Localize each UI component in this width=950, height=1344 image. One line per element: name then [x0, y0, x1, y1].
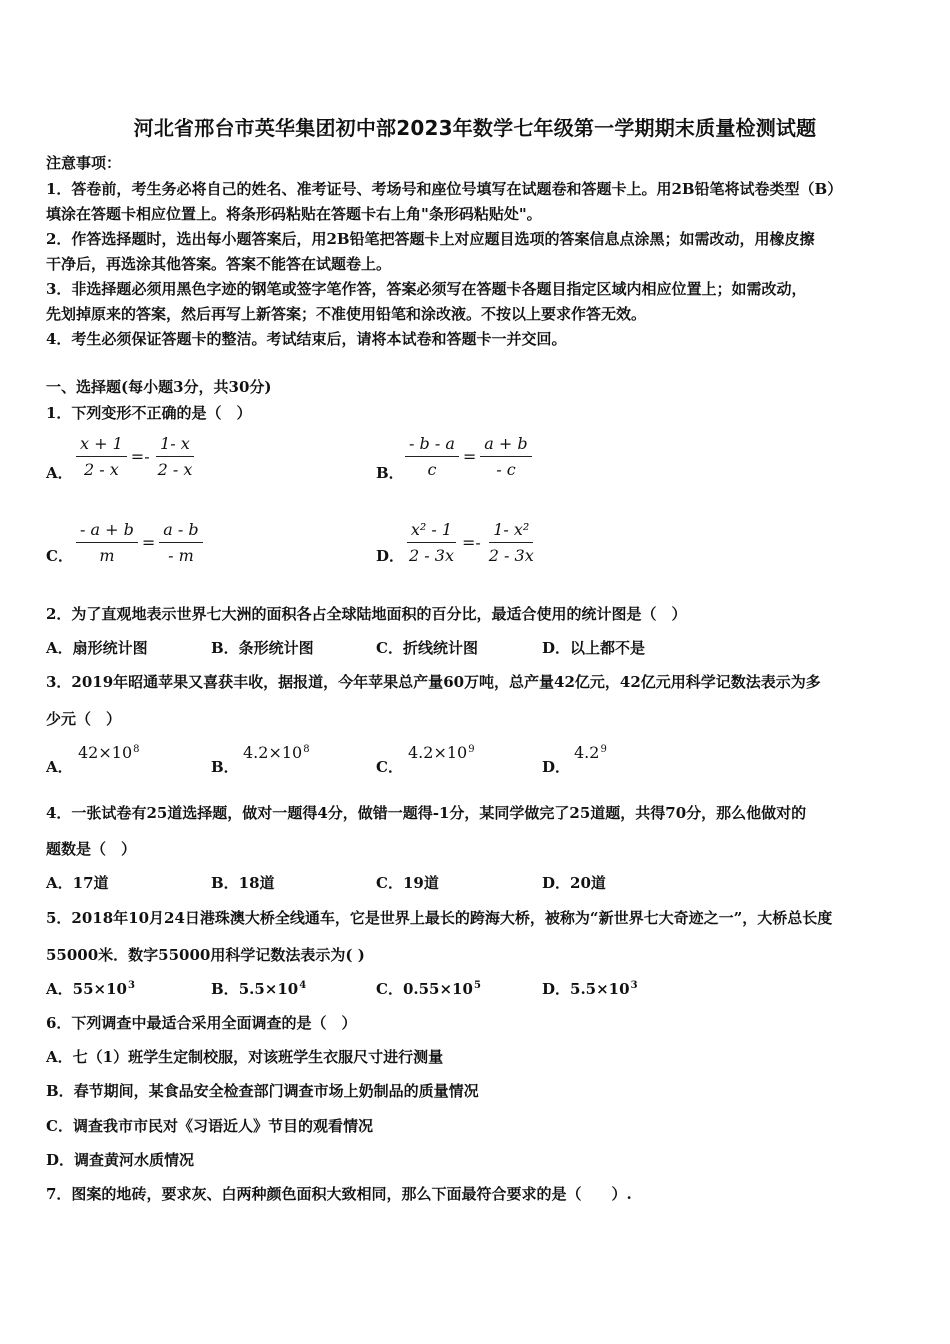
denominator: - c [496, 460, 516, 479]
question-2-stem: 2．为了直观地表示世界七大洲的面积各占全球陆地面积的百分比，最适合使用的统计图是（ ） [46, 605, 687, 623]
option-label: C． [376, 980, 403, 998]
denominator: 2 - 3x [488, 546, 534, 565]
notice-line: 2．作答选择题时，选出每小题答案后，用2B铅笔把答题卡上对应题目选项的答案信息点涂黑；如需改动，用橡皮擦 [46, 230, 815, 248]
notice-line: 填涂在答题卡相应位置上。将条形码粘贴在答题卡右上角"条形码粘贴处"。 [46, 205, 542, 223]
numerator: x² - 1 [407, 520, 456, 543]
q3-option-d-label: D． [542, 758, 571, 776]
exponent: 4 [299, 980, 307, 991]
question-6-stem: 6．下列调查中最适合采用全面调查的是（ ） [46, 1014, 357, 1032]
question-4-stem-cont: 题数是（ ） [46, 840, 137, 858]
base: 0.55×10 [402, 980, 473, 998]
q1-option-c-formula [74, 520, 205, 565]
q3-option-a-value [78, 743, 140, 762]
q1-option-d-formula [403, 520, 540, 565]
exponent: 9 [468, 744, 475, 755]
notice-line: 4．考生必须保证答题卡的整洁。考试结束后，请将本试卷和答题卡一并交回。 [46, 330, 567, 348]
operator: =- [461, 533, 481, 552]
option-label: B． [211, 980, 239, 998]
base: 42×10 [78, 743, 133, 762]
q2-option-a: A．扇形统计图 [46, 639, 148, 657]
q5-option-a [46, 978, 135, 999]
q4-option-a: A．17道 [46, 874, 109, 892]
base: 4.2 [574, 743, 600, 762]
operator: = [462, 447, 477, 466]
section-heading: 一、选择题(每小题3分，共30分) [46, 378, 272, 396]
question-7-stem: 7．图案的地砖，要求灰、白两种颜色面积大致相同，那么下面最符合要求的是（ ）. [46, 1185, 632, 1203]
q5-option-b [211, 978, 306, 999]
q1-option-d-label: D． [376, 547, 405, 565]
q1-option-b-formula [403, 434, 534, 479]
exponent: 8 [303, 744, 310, 755]
q3-option-b-value [243, 743, 310, 762]
q2-option-c: C．折线统计图 [376, 639, 478, 657]
base: 55×10 [72, 980, 127, 998]
q6-option-d: D．调查黄河水质情况 [46, 1151, 195, 1169]
numerator: 1- x [156, 434, 194, 457]
denominator: - m [168, 546, 194, 565]
q1-option-a-formula [74, 434, 198, 479]
q3-option-c-label: C． [376, 758, 403, 776]
exponent: 9 [600, 744, 607, 755]
denominator: 2 - x [84, 460, 119, 479]
numerator: a - b [159, 520, 202, 543]
base: 4.2×10 [243, 743, 303, 762]
exponent: 5 [473, 980, 481, 991]
numerator: - b - a [405, 434, 459, 457]
q3-option-b-label: B． [211, 758, 239, 776]
q6-option-b: B．春节期间，某食品安全检查部门调查市场上奶制品的质量情况 [46, 1082, 479, 1100]
page-title: 河北省邢台市英华集团初中部2023年数学七年级第一学期期末质量检测试题 [133, 116, 817, 140]
denominator: m [99, 546, 115, 565]
q5-option-d [542, 978, 638, 999]
q3-option-a-label: A． [46, 758, 73, 776]
exponent: 3 [630, 980, 638, 991]
q1-option-a-label: A． [46, 464, 73, 482]
question-3-stem-cont: 少元（ ） [46, 710, 122, 728]
question-5-stem: 5．2018年10月24日港珠澳大桥全线通车，它是世界上最长的跨海大桥，被称为“新世界七大奇迹之一”，大桥总长度 [46, 909, 833, 927]
denominator: 2 - 3x [409, 546, 454, 565]
question-3-stem: 3．2019年昭通苹果又喜获丰收，据报道，今年苹果总产量60万吨，总产量42亿元，42亿元用科学记数法表示为多 [46, 673, 821, 691]
operator: =- [130, 447, 150, 466]
exponent: 8 [133, 744, 140, 755]
q1-option-b-label: B． [376, 464, 404, 482]
base: 4.2×10 [408, 743, 468, 762]
base: 5.5×10 [570, 980, 630, 998]
notice-line: 先划掉原来的答案，然后再写上新答案；不准使用铅笔和涂改液。不按以上要求作答无效。 [46, 305, 647, 323]
numerator: x + 1 [76, 434, 127, 457]
denominator: c [427, 460, 437, 479]
q1-option-c-label: C． [46, 547, 73, 565]
q5-option-c [376, 978, 481, 999]
question-5-stem-cont: 55000米．数字55000用科学记数法表示为( ) [46, 946, 365, 964]
q4-option-c: C．19道 [376, 874, 439, 892]
q3-option-c-value [408, 743, 475, 762]
exponent: 3 [127, 980, 135, 991]
q6-option-c: C．调查我市市民对《习语近人》节目的观看情况 [46, 1117, 373, 1135]
question-4-stem: 4．一张试卷有25道选择题，做对一题得4分，做错一题得-1分，某同学做完了25道题，共得70分，那么他做对的 [46, 804, 807, 822]
notice-line: 干净后，再选涂其他答案。答案不能答在试题卷上。 [46, 255, 392, 273]
numerator: - a + b [76, 520, 138, 543]
operator: = [141, 533, 156, 552]
numerator: 1- x² [489, 520, 533, 543]
q6-option-a: A．七（1）班学生定制校服，对该班学生衣服尺寸进行测量 [46, 1048, 444, 1066]
option-label: A． [46, 980, 73, 998]
notice-heading: 注意事项： [46, 154, 122, 172]
numerator: a + b [480, 434, 531, 457]
q4-option-d: D．20道 [542, 874, 606, 892]
q4-option-b: B．18道 [211, 874, 275, 892]
option-label: D． [542, 980, 571, 998]
base: 5.5×10 [238, 980, 299, 998]
notice-line: 3．非选择题必须用黑色字迹的钢笔或签字笔作答，答案必须写在答题卡各题目指定区域内相应位置上；如需改动， [46, 280, 807, 298]
q3-option-d-value [574, 743, 607, 762]
notice-line: 1．答卷前，考生务必将自己的姓名、准考证号、考场号和座位号填写在试题卷和答题卡上。用2B铅笔将试卷类型（B） [46, 180, 843, 198]
question-1-stem: 1．下列变形不正确的是（ ） [46, 404, 252, 422]
q2-option-d: D．以上都不是 [542, 639, 646, 657]
q2-option-b: B．条形统计图 [211, 639, 314, 657]
denominator: 2 - x [157, 460, 193, 479]
